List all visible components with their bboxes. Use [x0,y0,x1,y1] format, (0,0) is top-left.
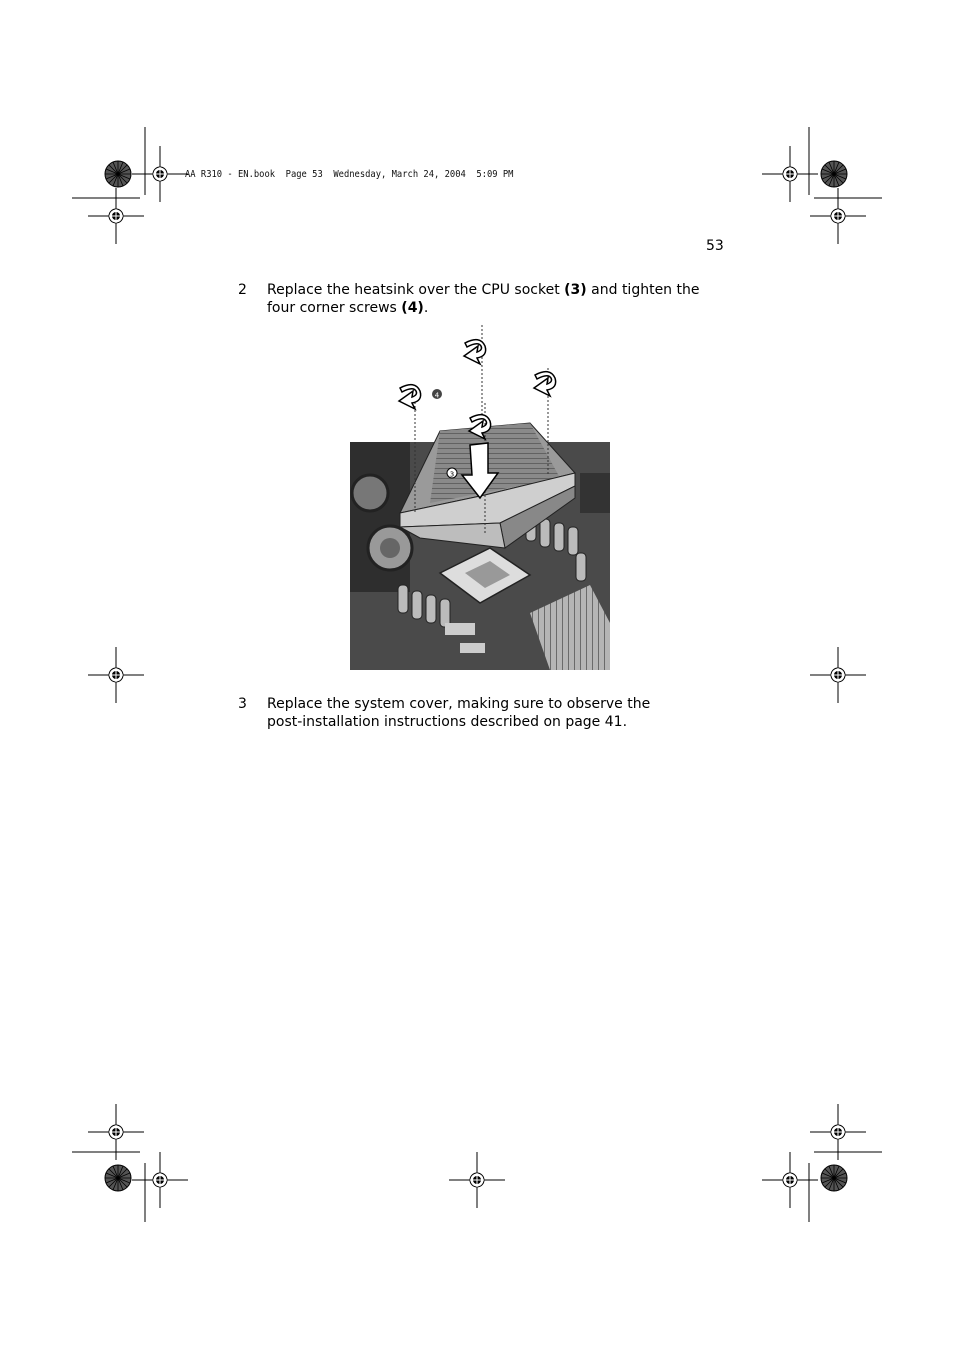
registration-mark-icon [132,146,188,202]
step-text: Replace the heatsink over the CPU socket (3) and tighten the four corner screws (4). [267,282,700,316]
callout-number-4: 4 [434,391,440,400]
step-text: Replace the system cover, making sure to observe the post-installation instructions described on page 41. [267,696,651,730]
registration-mark-icon [449,1152,505,1208]
callout-number-3: 3 [449,470,455,479]
callout-reference: (4) [401,300,424,316]
book-header-line: AA R310 - EN.book Page 53 Wednesday, March 24, 2004 5:09 PM [185,169,514,180]
registration-mark-icon [88,188,144,244]
registration-mark-icon [88,647,144,703]
registration-star-icon [821,161,847,187]
page-number: 53 [706,238,724,254]
registration-mark-icon [762,1152,818,1208]
registration-star-icon [821,1165,847,1191]
step-number: 3 [238,696,247,712]
registration-mark-icon [810,647,866,703]
rotate-arrow-icon [464,340,486,364]
registration-mark-icon [762,146,818,202]
rotate-arrow-icon [399,385,421,409]
registration-star-icon [105,1165,131,1191]
rotate-arrow-icon [534,372,556,396]
callout-reference: (3) [564,282,587,298]
registration-star-icon [105,161,131,187]
step-number: 2 [238,282,247,298]
registration-mark-icon [810,188,866,244]
heatsink-installation-illustration [340,323,625,673]
registration-mark-icon [132,1152,188,1208]
